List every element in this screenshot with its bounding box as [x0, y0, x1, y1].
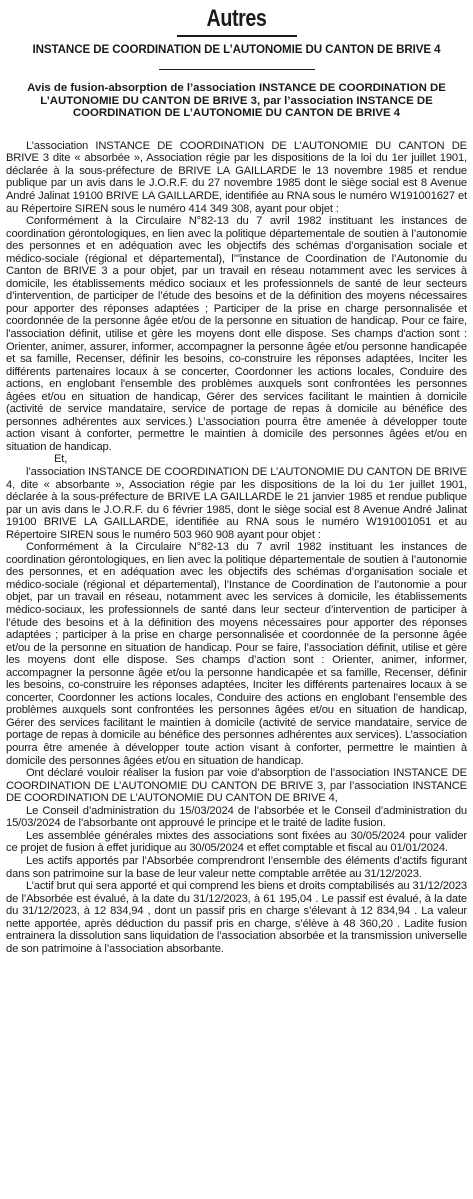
paragraph-general-assemblies: Les assemblée générales mixtes des associations sont fixées au 30/05/2024 pour valider ce projet de fusion à effet juridique au 30/05/2024 et effet comptable et fiscal au 01/01/2024. [6, 829, 467, 855]
rubric-underline [177, 35, 297, 37]
notice-title: Avis de fusion-absorption de l’association INSTANCE DE COORDINATION DE L’AUTONOMIE DU CANTON DE BRIVE 3, par l’association INSTANCE DE COORDINATION DE L’AUTONOMIE DU CANTON DE BRIVE 4 [27, 82, 446, 120]
paragraph-absorbante-identity: l’association INSTANCE DE COORDINATION DE L’AUTONOMIE DU CANTON DE BRIVE 4, dite « absorbante », Association régie par les dispositions de la loi du 1er juillet 1901, déclarée à la sous-préfecture de BRIVE LA GAILLARDE le 21 janvier 1985 et rendue publique par un avis dans le J.O.R.F. du 6 février 1985, dont le siège social est 8 Avenue André Jalinat 19100 BRIVE LA GAILLARDE, identifiée au RNA sous le numéro W191001051 et au Répertoire SIREN sous le numéro 503 960 908 ayant pour objet : [6, 466, 467, 541]
paragraph-absorbante-object: Conformément à la Circulaire N°82-13 du 7 avril 1982 instituant les instances de coordination gérontologiques, en lien avec la politique départementale de soutien à l’autonomie des personnes, et en adéquation avec les objectifs des schémas d’organisation sociale et médico-sociale (régional et départemental), l’Instance de Coordination de l’autonomie a pour objet, par un travail en réseau, notamment avec les services à domicile, les établissements médico-sociaux, les professionnels de santé dans leur secteur d’intervention de participer à l’étude des besoins et à la définition des moyens nécessaires pour apporter des réponses adaptées ; participer à la prise en charge personnalisée et coordonnée de la personne âgée et/ou de la personne en situation de handicap. Pour se faire, l’association définit, utilise et gère les moyens dont elle dispose. Ses champs d’action sont : Orienter, animer, informer, accompagner la personne âgée et/ou la personne handicapée et sa famille, Recenser, définir les besoins, co-construire les réponses adaptées, Inciter les différents partenaires locaux à se concerter, Coordonner les actions locales, Conduire des actions en englobant l’ensemble des problèmes auxquels sont confrontées les personnes âgées et/ou en situation de handicap, Gérer des services facilitant le maintien à domicile (activité de service mandataire, service de portage de repas à domicile au bénéfice des personnes adhérentes aux services). L’association pourra être amenée à développer toute action visant à conforter, permettre le maintien à domicile des personnes âgées et/ou en situation de handicap. [6, 541, 467, 767]
paragraph-et: Et, [54, 453, 68, 466]
paragraph-fusion-declaration: Ont déclaré vouloir réaliser la fusion par voie d’absorption de l’association INSTANCE DE COORDINATION DE L’AUTONOMIE DU CANTON DE BRIVE 3, par l’association INSTANCE DE COORDINATION DE L’AUTONOMIE DU CANTON DE BRIVE 4, [6, 767, 467, 805]
paragraph-absorbee-object: Conformément à la Circulaire N°82-13 du 7 avril 1982 instituant les instances de coordination gérontologiques, en lien avec la politique départementale de soutien à l’autonomie des personnes et en adéquation avec les objectifs des schémas d’organisation sociale et médico-sociale (régional et départemental), l’"instance de Coordination de l’Autonomie du Canton de BRIVE 3 a pour objet, par un travail en réseau notamment avec les services à domicile, les établissements médico sociaux et les professionnels de santé de leur secteurs d’intervention, de participer de l’étude des besoins et de la définition des moyens nécessaires pour apporter des réponses adaptées ; Participer de la prise en charge personnalisée et coordonnée de la personne âgée et/ou de la personne en situation de handicap. Pour ce faire, l'association définit, utilise et gère les moyens dont elle dispose. Ses champs d'action sont : Orienter, animer, assurer, informer, accompagner la personne âgée et/ou personne handicapée et sa famille, Recenser, définir les besoins, co-construire les réponses adaptées, Inciter les différents partenaires locaux à se concerter, Coordonner les actions locales, Conduire des actions, en englobant l'ensemble des problèmes auxquels sont confrontées les personnes âgées et/ou en situation de handicap, Gérer des services facilitant le maintien à domicile (activité de service mandataire, service de portage de repas à domicile au bénéfice des personnes adhérentes aux services.) L’association pourra être amenée à développer toute action visant à conforter, permettre le maintien à domicile des personnes âgées et/ou en situation de handicap. [6, 215, 467, 453]
paragraph-valuation: L’actif brut qui sera apporté et qui comprend les biens et droits comptabilisés au 31/12/2023 de l’Absorbée est évalué, à la date du 31/12/2023, à 61 195,04 . Le passif est évalué, à la date du 31/12/2023, à 12 834,94 , dont un passif pris en charge s’élevant à 12 834,94 . La valeur nette apportée, après déduction du passif pris en charge, s’élève à 48 360,20 . Ladite fusion entrainera la dissolution sans liquidation de l’association absorbée et la transmission universelle de son patrimoine à l’association absorbante. [6, 880, 467, 955]
notice-heading: INSTANCE DE COORDINATION DE L’AUTONOMIE DU CANTON DE BRIVE 4 [32, 43, 441, 56]
notice-body [6, 140, 467, 956]
paragraph-board-approval: Le Conseil d’administration du 15/03/2024 de l’absorbée et le Conseil d’administration du 15/03/2024 de l’absorbante ont approuvé le principe et le traité de ladite fusion. [6, 804, 467, 830]
heading-divider [159, 69, 315, 70]
paragraph-assets-contributed: Les actifs apportés par l’Absorbée comprendront l’ensemble des éléments d’actifs figurant dans son patrimoine sur la base de leur valeur nette comptable arrêtée au 31/12/2023. [6, 854, 467, 880]
paragraph-absorbee-identity: L’association INSTANCE DE COORDINATION DE L’AUTONOMIE DU CANTON DE BRIVE 3 dite « absorbée », Association régie par les dispositions de la loi du 1er juillet 1901, déclarée à la sous-préfecture de BRIVE LA GAILLARDE le 13 novembre 1985 et rendue publique par un avis dans le J.O.R.F. du 27 novembre 1985 dont le siège social est 8 Avenue André Jalinat 19100 BRIVE LA GAILLARDE, identifiée au RNA sous le numéro W191001627 et au Répertoire SIREN sous le numéro 414 349 308, ayant pour objet : [6, 139, 467, 215]
section-rubric: Autres [206, 5, 267, 32]
